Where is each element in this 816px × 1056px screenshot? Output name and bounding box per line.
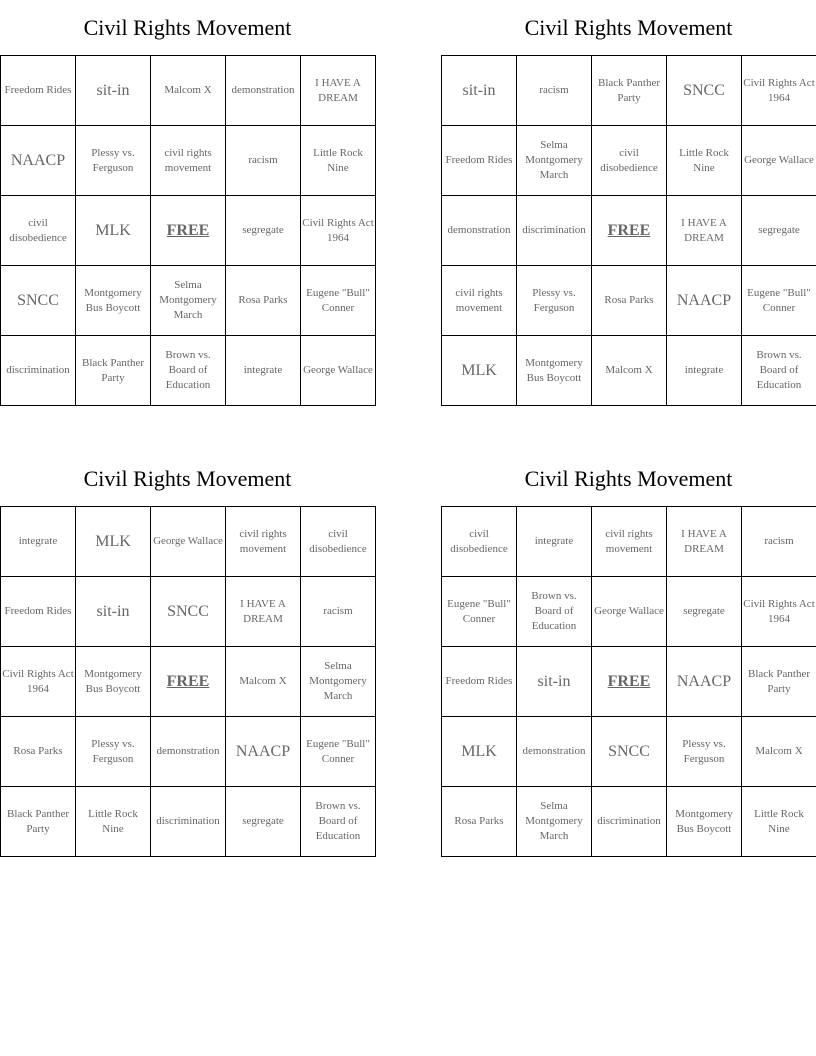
free-space-cell: FREE <box>151 647 226 717</box>
grid-row <box>442 717 816 787</box>
bingo-cell: NAACP <box>226 717 301 787</box>
bingo-cell: demonstration <box>517 717 592 787</box>
bingo-cell: Eugene "Bull" Conner <box>442 577 517 647</box>
grid-row <box>1 336 376 406</box>
card-title: Civil Rights Movement <box>83 466 292 491</box>
bingo-cell: civil disobedience <box>592 126 667 196</box>
bingo-cell: Selma Montgomery March <box>517 126 592 196</box>
bingo-cell: demonstration <box>442 196 517 266</box>
bingo-cell: I HAVE A DREAM <box>301 56 376 126</box>
bingo-card-2 <box>441 0 816 406</box>
bingo-cell: Eugene "Bull" Conner <box>301 717 376 787</box>
bingo-grid <box>0 55 376 406</box>
bingo-cell: Civil Rights Act 1964 <box>1 647 76 717</box>
bingo-cell: Black Panther Party <box>592 56 667 126</box>
grid-row <box>1 56 376 126</box>
bingo-cell: Black Panther Party <box>1 787 76 857</box>
bingo-cell: Montgomery Bus Boycott <box>667 787 742 857</box>
bingo-cell: Eugene "Bull" Conner <box>301 266 376 336</box>
bingo-cell: Civil Rights Act 1964 <box>742 577 816 647</box>
grid-row <box>1 787 376 857</box>
bingo-cell: Selma Montgomery March <box>517 787 592 857</box>
bingo-cell: Eugene "Bull" Conner <box>742 266 816 336</box>
bingo-cell: Rosa Parks <box>442 787 517 857</box>
bingo-cell: I HAVE A DREAM <box>226 577 301 647</box>
grid-row <box>1 507 376 577</box>
bingo-card-3 <box>0 451 375 857</box>
bingo-cell: Black Panther Party <box>76 336 151 406</box>
bingo-cell: Civil Rights Act 1964 <box>742 56 816 126</box>
bingo-cell: segregate <box>226 787 301 857</box>
bingo-cell: racism <box>517 56 592 126</box>
bingo-cell: integrate <box>667 336 742 406</box>
grid-row <box>442 647 816 717</box>
bingo-card-4 <box>441 451 816 857</box>
bingo-cell: integrate <box>517 507 592 577</box>
bingo-cell: I HAVE A DREAM <box>667 196 742 266</box>
grid-row <box>442 787 816 857</box>
bingo-cell: sit-in <box>76 577 151 647</box>
grid-row <box>442 577 816 647</box>
bingo-grid <box>0 506 376 857</box>
card-title: Civil Rights Movement <box>524 466 733 491</box>
bingo-cell: Civil Rights Act 1964 <box>301 196 376 266</box>
bingo-cell: civil rights movement <box>226 507 301 577</box>
bingo-cell: civil disobedience <box>442 507 517 577</box>
bingo-cell: integrate <box>1 507 76 577</box>
bingo-cell: Little Rock Nine <box>301 126 376 196</box>
bingo-cell: Brown vs. Board of Education <box>151 336 226 406</box>
bingo-cell: racism <box>301 577 376 647</box>
bingo-cell: sit-in <box>517 647 592 717</box>
grid-row <box>1 577 376 647</box>
bingo-cell: Selma Montgomery March <box>151 266 226 336</box>
grid-row <box>1 266 376 336</box>
bingo-cell: civil disobedience <box>1 196 76 266</box>
bingo-cell: Little Rock Nine <box>667 126 742 196</box>
bingo-cell: George Wallace <box>742 126 816 196</box>
bingo-cell: discrimination <box>151 787 226 857</box>
bingo-cell: segregate <box>742 196 816 266</box>
bingo-cell: Freedom Rides <box>1 577 76 647</box>
bingo-cell: Brown vs. Board of Education <box>301 787 376 857</box>
bingo-cell: civil rights movement <box>151 126 226 196</box>
bingo-cell: Selma Montgomery March <box>301 647 376 717</box>
bingo-cell: discrimination <box>1 336 76 406</box>
grid-row <box>442 196 816 266</box>
grid-row <box>1 647 376 717</box>
bingo-cell: Little Rock Nine <box>76 787 151 857</box>
bingo-cell: Black Panther Party <box>742 647 816 717</box>
bingo-cell: SNCC <box>1 266 76 336</box>
bingo-cell: Rosa Parks <box>592 266 667 336</box>
grid-row <box>1 126 376 196</box>
grid-row <box>442 56 816 126</box>
bingo-cell: NAACP <box>1 126 76 196</box>
grid-row <box>1 717 376 787</box>
bingo-cell: SNCC <box>592 717 667 787</box>
free-space-cell: FREE <box>592 196 667 266</box>
bingo-cell: Brown vs. Board of Education <box>742 336 816 406</box>
bingo-cell: Plessy vs. Ferguson <box>76 126 151 196</box>
grid-row <box>442 126 816 196</box>
bingo-cell: demonstration <box>226 56 301 126</box>
bingo-cell: Little Rock Nine <box>742 787 816 857</box>
bingo-cell: I HAVE A DREAM <box>667 507 742 577</box>
free-space-cell: FREE <box>592 647 667 717</box>
bingo-cell: Malcom X <box>226 647 301 717</box>
bingo-cell: demonstration <box>151 717 226 787</box>
grid-row <box>442 507 816 577</box>
bingo-cell: MLK <box>76 507 151 577</box>
bingo-cell: Malcom X <box>151 56 226 126</box>
bingo-card-1 <box>0 0 375 406</box>
bingo-cell: Plessy vs. Ferguson <box>517 266 592 336</box>
bingo-cell: Malcom X <box>742 717 816 787</box>
bingo-cell: racism <box>742 507 816 577</box>
bingo-grid <box>441 506 816 857</box>
bingo-cell: Plessy vs. Ferguson <box>76 717 151 787</box>
bingo-cell: SNCC <box>667 56 742 126</box>
bingo-cell: George Wallace <box>301 336 376 406</box>
bingo-cell: Brown vs. Board of Education <box>517 577 592 647</box>
free-space-cell: FREE <box>151 196 226 266</box>
grid-row <box>442 266 816 336</box>
bingo-cell: sit-in <box>76 56 151 126</box>
bingo-cell: Freedom Rides <box>442 126 517 196</box>
grid-row <box>1 196 376 266</box>
bingo-cell: Montgomery Bus Boycott <box>76 647 151 717</box>
bingo-cell: Rosa Parks <box>226 266 301 336</box>
bingo-cell: Freedom Rides <box>442 647 517 717</box>
bingo-cell: Rosa Parks <box>1 717 76 787</box>
bingo-cell: NAACP <box>667 647 742 717</box>
bingo-cell: George Wallace <box>151 507 226 577</box>
bingo-cell: Malcom X <box>592 336 667 406</box>
bingo-cell: civil rights movement <box>592 507 667 577</box>
bingo-cell: racism <box>226 126 301 196</box>
bingo-cell: George Wallace <box>592 577 667 647</box>
card-title: Civil Rights Movement <box>524 15 733 40</box>
bingo-cell: SNCC <box>151 577 226 647</box>
bingo-grid <box>441 55 816 406</box>
bingo-cell: MLK <box>442 717 517 787</box>
card-title: Civil Rights Movement <box>83 15 292 40</box>
bingo-cell: integrate <box>226 336 301 406</box>
bingo-cell: MLK <box>442 336 517 406</box>
bingo-cell: Montgomery Bus Boycott <box>76 266 151 336</box>
bingo-cell: civil rights movement <box>442 266 517 336</box>
bingo-cell: Freedom Rides <box>1 56 76 126</box>
bingo-cell: civil disobedience <box>301 507 376 577</box>
bingo-cell: Montgomery Bus Boycott <box>517 336 592 406</box>
bingo-cell: discrimination <box>592 787 667 857</box>
bingo-cell: discrimination <box>517 196 592 266</box>
bingo-cell: NAACP <box>667 266 742 336</box>
grid-row <box>442 336 816 406</box>
bingo-cell: sit-in <box>442 56 517 126</box>
bingo-cell: Plessy vs. Ferguson <box>667 717 742 787</box>
bingo-cell: MLK <box>76 196 151 266</box>
bingo-cell: segregate <box>226 196 301 266</box>
bingo-cell: segregate <box>667 577 742 647</box>
